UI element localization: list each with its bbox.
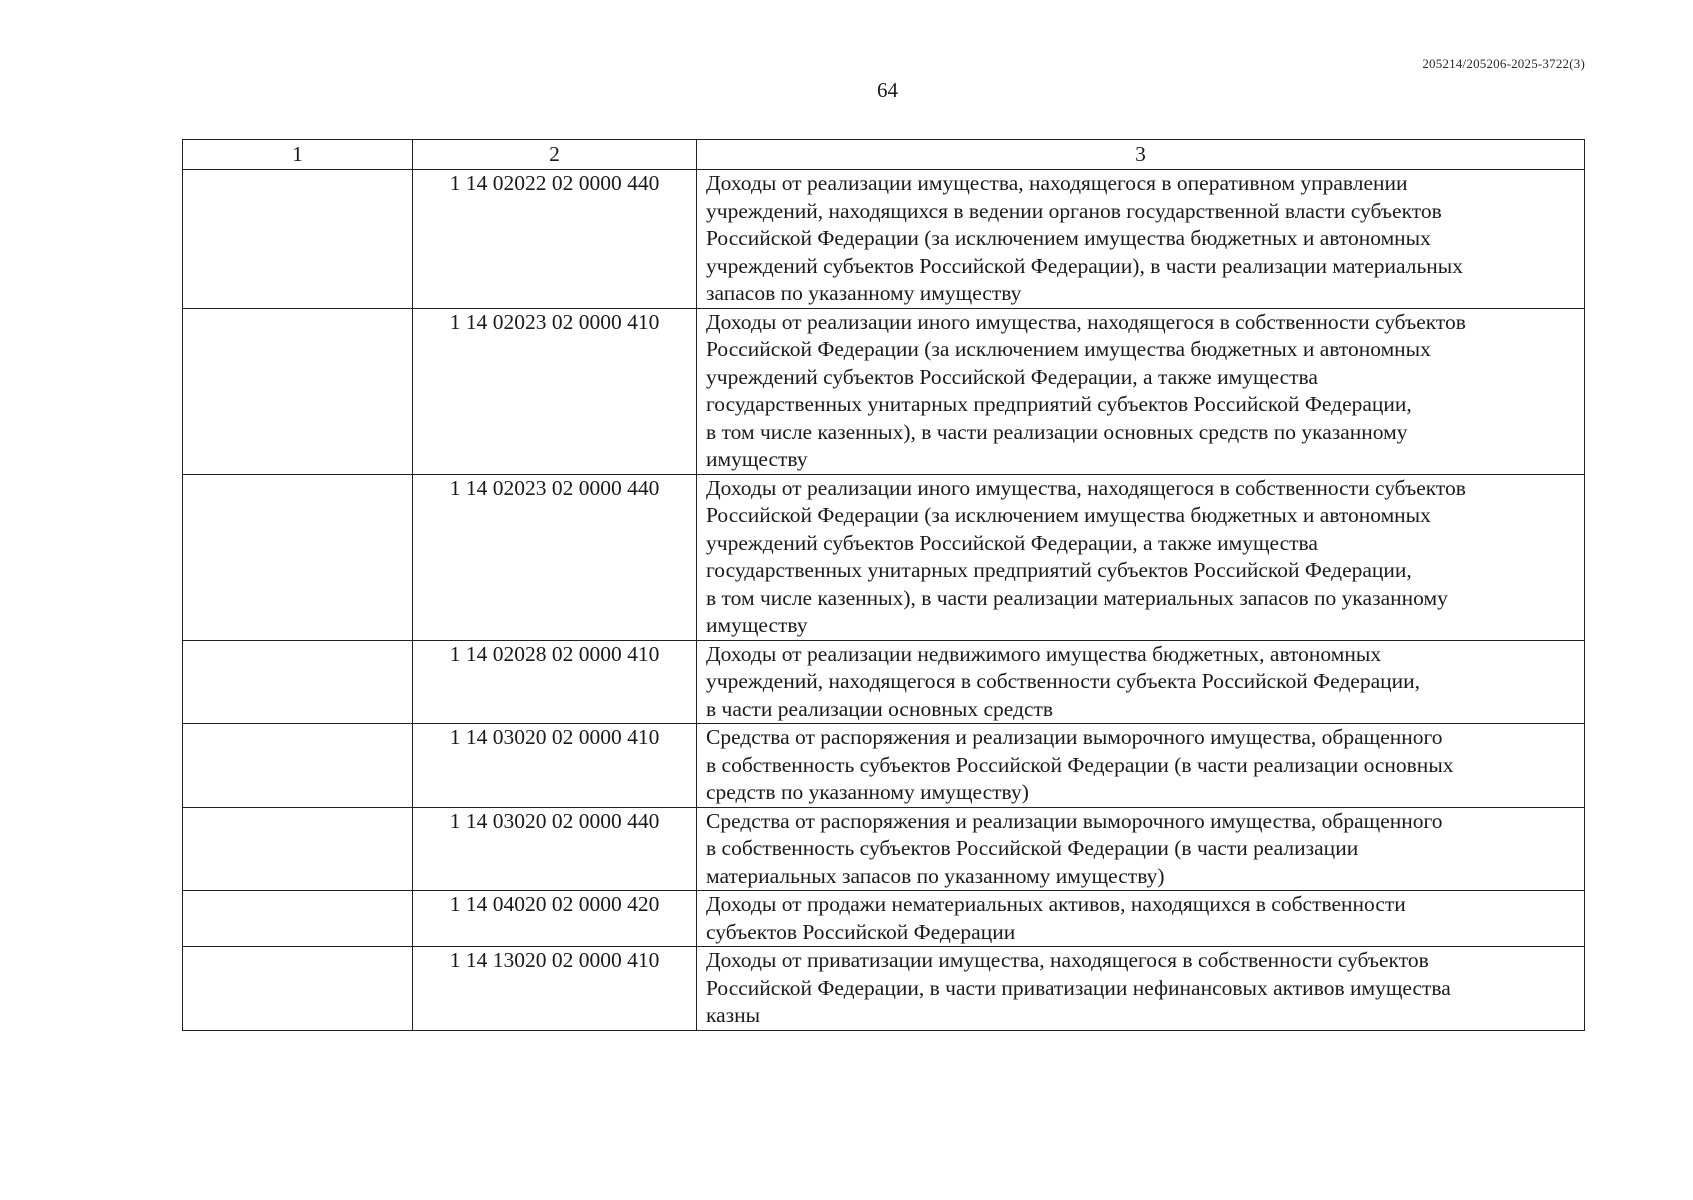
budget-classification-code: 1 14 03020 02 0000 410	[413, 724, 697, 808]
table-row	[183, 807, 1585, 891]
administrator-code-cell	[183, 308, 413, 474]
table-row	[183, 170, 1585, 309]
description-line: субъектов Российской Федерации	[706, 919, 1016, 944]
document-registration-number: 205214/205206-2025-3722(3)	[1422, 56, 1585, 71]
column-header-1: 1	[183, 140, 413, 170]
table-header-row	[183, 140, 1585, 170]
revenue-description	[697, 947, 1585, 1031]
table-row	[183, 308, 1585, 474]
budget-classification-code: 1 14 13020 02 0000 410	[413, 947, 697, 1031]
administrator-code-cell	[183, 947, 413, 1031]
description-line: в части реализации основных средств	[706, 696, 1054, 721]
description-line: учреждений субъектов Российской Федерации, а также имущества	[706, 530, 1318, 555]
description-line: запасов по указанному имуществу	[706, 281, 1022, 305]
table-row	[183, 891, 1585, 947]
description-line: казны	[706, 1003, 761, 1027]
description-line: учреждений, находящегося в собственности субъекта Российской Федерации,	[706, 669, 1421, 693]
budget-classification-code: 1 14 02022 02 0000 440	[413, 170, 697, 309]
revenue-description	[697, 724, 1585, 808]
table-row	[183, 474, 1585, 640]
description-line: материальных запасов по указанному имуществу)	[706, 863, 1165, 888]
description-line: в собственность субъектов Российской Федерации (в части реализации основных	[706, 752, 1454, 777]
column-header-2: 2	[413, 140, 697, 170]
description-line: Доходы от приватизации имущества, находящегося в собственности субъектов	[706, 948, 1429, 972]
revenue-description	[697, 891, 1585, 947]
revenue-description	[697, 170, 1585, 309]
description-line: государственных унитарных предприятий субъектов Российской Федерации,	[706, 392, 1412, 416]
description-line: в том числе казенных), в части реализации основных средств по указанному	[706, 419, 1408, 444]
description-line: Доходы от реализации иного имущества, находящегося в собственности субъектов	[706, 309, 1466, 334]
column-header-3: 3	[697, 140, 1585, 170]
table-row	[183, 724, 1585, 808]
description-line: Доходы от реализации имущества, находящегося в оперативном управлении	[706, 171, 1408, 195]
description-line: Российской Федерации (за исключением имущества бюджетных и автономных	[706, 226, 1431, 250]
table-row	[183, 947, 1585, 1031]
budget-classification-code: 1 14 02023 02 0000 440	[413, 474, 697, 640]
description-line: Российской Федерации (за исключением имущества бюджетных и автономных	[706, 503, 1431, 527]
description-line: учреждений, находящихся в ведении органов государственной власти субъектов	[706, 198, 1442, 223]
revenue-description	[697, 474, 1585, 640]
description-line: в собственность субъектов Российской Федерации (в части реализации	[706, 836, 1359, 860]
table-row	[183, 640, 1585, 724]
revenue-description	[697, 640, 1585, 724]
description-line: учреждений субъектов Российской Федерации, а также имущества	[706, 364, 1318, 389]
revenue-description	[697, 807, 1585, 891]
budget-classification-code: 1 14 02028 02 0000 410	[413, 640, 697, 724]
budget-classification-code: 1 14 02023 02 0000 410	[413, 308, 697, 474]
description-line: средств по указанному имуществу)	[706, 780, 1029, 804]
description-line: Доходы от реализации недвижимого имущества бюджетных, автономных	[706, 641, 1382, 666]
description-line: имуществу	[706, 447, 808, 471]
description-line: Средства от распоряжения и реализации выморочного имущества, обращенного	[706, 725, 1443, 749]
administrator-code-cell	[183, 474, 413, 640]
description-line: учреждений субъектов Российской Федерации), в части реализации материальных	[706, 253, 1463, 278]
page-number: 64	[877, 78, 898, 102]
administrator-code-cell	[183, 891, 413, 947]
revenue-codes-table	[182, 139, 1585, 1031]
administrator-code-cell	[183, 807, 413, 891]
description-line: Российской Федерации, в части приватизации нефинансовых активов имущества	[706, 975, 1451, 1000]
table-body	[183, 170, 1585, 1031]
description-line: государственных унитарных предприятий субъектов Российской Федерации,	[706, 558, 1412, 582]
description-line: имуществу	[706, 613, 808, 637]
description-line: Средства от распоряжения и реализации выморочного имущества, обращенного	[706, 808, 1443, 833]
administrator-code-cell	[183, 724, 413, 808]
budget-classification-code: 1 14 03020 02 0000 440	[413, 807, 697, 891]
revenue-description	[697, 308, 1585, 474]
administrator-code-cell	[183, 640, 413, 724]
description-line: Российской Федерации (за исключением имущества бюджетных и автономных	[706, 337, 1431, 361]
administrator-code-cell	[183, 170, 413, 309]
description-line: в том числе казенных), в части реализации материальных запасов по указанному	[706, 585, 1448, 610]
description-line: Доходы от реализации иного имущества, находящегося в собственности субъектов	[706, 475, 1466, 500]
budget-classification-code: 1 14 04020 02 0000 420	[413, 891, 697, 947]
description-line: Доходы от продажи нематериальных активов, находящихся в собственности	[706, 892, 1406, 916]
